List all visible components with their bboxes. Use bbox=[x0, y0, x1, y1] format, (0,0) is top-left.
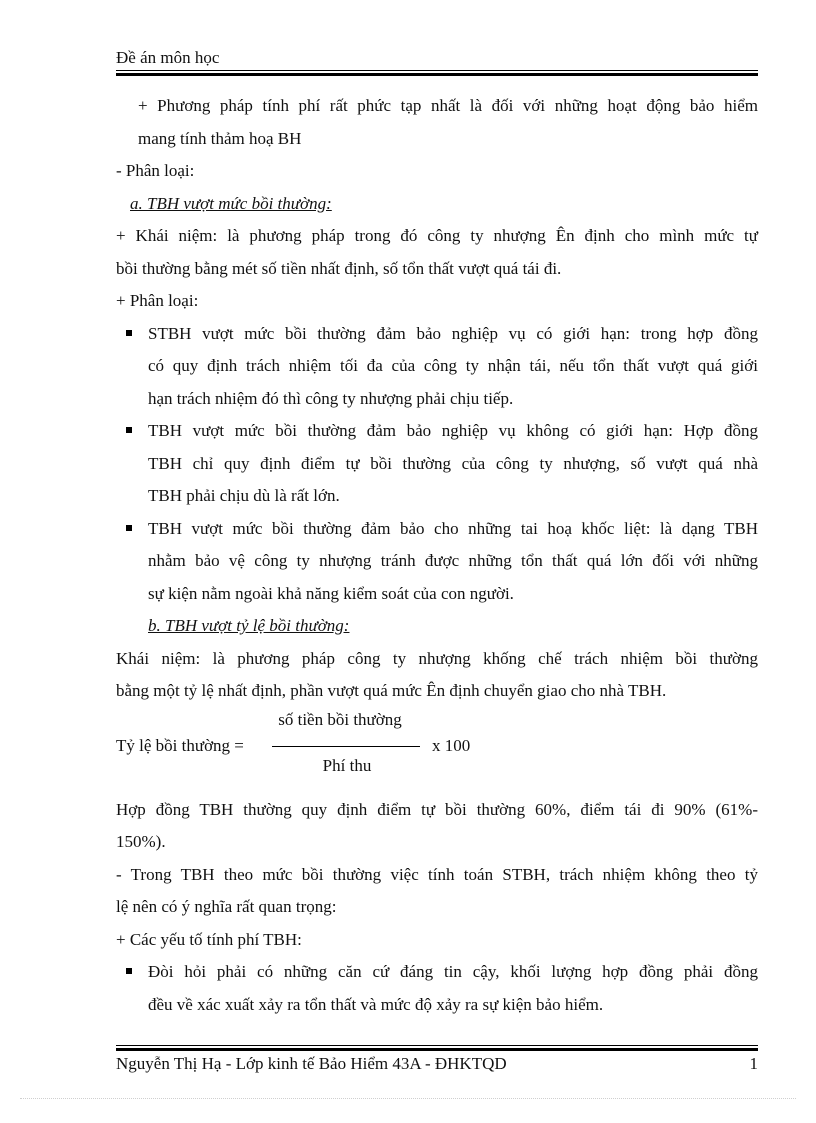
footer-author: Nguyễn Thị Hạ - Lớp kinh tế Bảo Hiểm 43A - ĐHKTQD bbox=[116, 1054, 507, 1073]
concept-a-line-1: + Khái niệm: là phương pháp trong đó công ty nhượng Ên định cho mình mức tự bbox=[116, 226, 758, 245]
list-item bbox=[116, 956, 758, 1021]
calc-line-1: - Trong TBH theo mức bồi thường việc tính toán STBH, trách nhiệm không theo tỷ bbox=[116, 864, 758, 884]
list-item-line: nhằm bảo vệ công ty nhượng tránh được những tổn thất quá lớn đối với những bbox=[148, 551, 758, 570]
page-footer bbox=[116, 1054, 758, 1074]
page-bottom-dotted-border bbox=[20, 1098, 796, 1099]
page-number: 1 bbox=[749, 1054, 758, 1073]
contract-line-2: 150%). bbox=[116, 832, 166, 851]
list-item-line: TBH vượt mức bồi thường đảm bảo cho những tai hoạ khốc liệt: là dạng TBH bbox=[148, 518, 758, 538]
types-label: + Phân loại: bbox=[116, 291, 199, 310]
list-item-line: TBH vượt mức bồi thường đảm bảo nghiệp vụ không có giới hạn: Hợp đồng bbox=[148, 421, 758, 440]
list-item bbox=[116, 415, 758, 513]
header-rule-thin bbox=[116, 70, 758, 71]
fraction-bar bbox=[272, 746, 420, 747]
intro-line-2: mang tính thảm hoạ BH bbox=[138, 128, 302, 148]
list-item-line: có quy định trách nhiệm tối đa của công ty nhận tái, nếu tổn thất vượt quá giới bbox=[148, 356, 758, 375]
intro-line-1: + Phương pháp tính phí rất phức tạp nhất là đối với những hoạt động bảo hiểm bbox=[138, 96, 758, 115]
loss-ratio-formula bbox=[116, 710, 758, 788]
list-item bbox=[116, 318, 758, 416]
calc-line-2: lệ nên có ý nghĩa rất quan trọng: bbox=[116, 897, 337, 916]
list-item-line: STBH vượt mức bồi thường đảm bảo nghiệp vụ có giới hạn: trong hợp đồng bbox=[148, 323, 758, 343]
footer-rule-thin bbox=[116, 1045, 758, 1046]
section-b-title: b. TBH vượt tỷ lệ bồi thường: bbox=[148, 616, 350, 635]
contract-line-1: Hợp đồng TBH thường quy định điểm tự bồi thường 60%, điểm tái đi 90% (61%- bbox=[116, 799, 758, 819]
formula-denominator: Phí thu bbox=[322, 755, 372, 775]
square-bullet-icon bbox=[126, 330, 132, 336]
concept-a-line-2: bồi thường bằng mét số tiền nhất định, số tổn thất vượt quá tái đi. bbox=[116, 258, 562, 278]
formula-multiplier: x 100 bbox=[432, 735, 471, 755]
concept-b-line-2: bằng một tỷ lệ nhất định, phần vượt quá mức Ên định chuyển giao cho nhà TBH. bbox=[116, 681, 667, 700]
header-rule-thick bbox=[116, 73, 758, 76]
square-bullet-icon bbox=[126, 427, 132, 433]
document-body bbox=[116, 90, 758, 1021]
formula-label: Tỷ lệ bồi thường = bbox=[116, 735, 244, 755]
list-item-line: hạn trách nhiệm đó thì công ty nhượng phải chịu tiếp. bbox=[148, 388, 514, 408]
classification-heading: - Phân loại: bbox=[116, 161, 195, 180]
section-a-title: a. TBH vượt mức bồi thường: bbox=[130, 193, 332, 213]
list-item-line: đều về xác xuất xảy ra tổn thất và mức độ xảy ra sự kiện bảo hiểm. bbox=[148, 994, 604, 1014]
list-item-line: Đòi hỏi phải có những căn cứ đáng tin cậy, khối lượng hợp đồng phải đồng bbox=[148, 962, 758, 981]
concept-b-line-1: Khái niệm: là phương pháp công ty nhượng khống chế trách nhiệm bồi thường bbox=[116, 648, 758, 668]
fee-factors-label: + Các yếu tố tính phí TBH: bbox=[116, 929, 302, 949]
square-bullet-icon bbox=[126, 968, 132, 974]
square-bullet-icon bbox=[126, 525, 132, 531]
list-item bbox=[116, 513, 758, 611]
formula-numerator: số tiền bồi thường bbox=[278, 709, 402, 729]
page-header-title: Đề án môn học bbox=[116, 48, 220, 67]
list-item-line: TBH chỉ quy định điểm tự bồi thường của công ty nhượng, số vượt quá nhà bbox=[148, 453, 758, 473]
list-item-line: sự kiện nằm ngoài khả năng kiểm soát của con người. bbox=[148, 583, 514, 603]
footer-rule-thick bbox=[116, 1048, 758, 1051]
list-item-line: TBH phải chịu dù là rất lớn. bbox=[148, 486, 340, 505]
